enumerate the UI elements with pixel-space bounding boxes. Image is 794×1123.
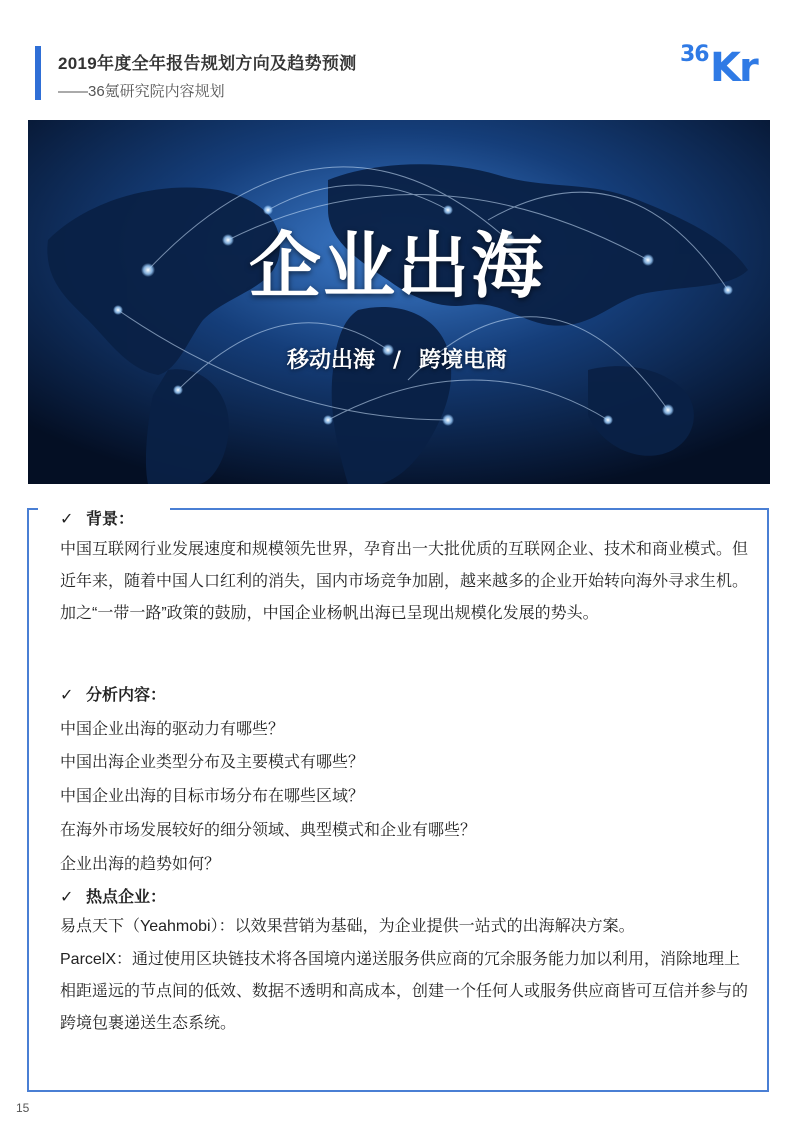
background-text: 中国互联网行业发展速度和规模领先世界，孕育出一大批优质的互联网企业、技术和商业模式。但近年来，随着中国人口红利的消失，国内市场竞争加剧，越来越多的企业开始转向海外寻求生机。加之“一带一路”政策的鼓励，中国企业杨帆出海已呈现出规模化发展的势头。 bbox=[60, 541, 749, 622]
analysis-heading bbox=[60, 682, 166, 705]
banner-title: 企业出海 bbox=[248, 224, 545, 308]
page-number: 15 bbox=[16, 1101, 30, 1115]
analysis-item: 中国企业出海的目标市场分布在哪些区域？ bbox=[60, 788, 365, 805]
36kr-logo bbox=[680, 42, 770, 92]
check-icon: ✓ bbox=[60, 511, 74, 528]
analysis-item: 中国出海企业类型分布及主要模式有哪些？ bbox=[60, 754, 365, 771]
background-heading bbox=[60, 506, 134, 529]
document-title: 2019年度全年报告规划方向及趋势预测 bbox=[58, 54, 357, 73]
hot-company-parcelx: ParcelX：通过使用区块链技术将各国境内递送服务供应商的冗余服务能力加以利用，消除地理上相距遥远的节点间的低效、数据不透明和高成本，创建一个任何人或服务供应商皆可互信并参与的跨境包裹递送生态系统。 bbox=[60, 951, 749, 1032]
hot-companies-heading bbox=[60, 884, 166, 907]
banner-subtitle-left: 移动出海 bbox=[286, 348, 375, 373]
check-icon: ✓ bbox=[60, 889, 74, 906]
analysis-item: 在海外市场发展较好的细分领域、典型模式和企业有哪些？ bbox=[60, 822, 477, 839]
hot-companies-heading-label: 热点企业： bbox=[86, 889, 167, 906]
header-accent-bar bbox=[35, 46, 41, 100]
document-subtitle: ——36氪研究院内容规划 bbox=[58, 83, 225, 100]
analysis-item: 企业出海的趋势如何？ bbox=[60, 856, 221, 873]
banner-subtitle bbox=[0, 343, 794, 374]
hot-company-yeahmobi: 易点天下（Yeahmobi）：以效果营销为基础，为企业提供一站式的出海解决方案。 bbox=[60, 918, 635, 935]
check-icon: ✓ bbox=[60, 687, 74, 704]
banner-subtitle-right: 跨境电商 bbox=[419, 348, 508, 373]
logo-letters: Kr bbox=[710, 45, 757, 91]
banner-subtitle-separator: / bbox=[392, 348, 402, 373]
analysis-item: 中国企业出海的驱动力有哪些？ bbox=[60, 721, 285, 738]
logo-number: 36 bbox=[680, 42, 709, 67]
background-heading-label: 背景： bbox=[86, 511, 135, 528]
analysis-heading-label: 分析内容： bbox=[86, 687, 167, 704]
